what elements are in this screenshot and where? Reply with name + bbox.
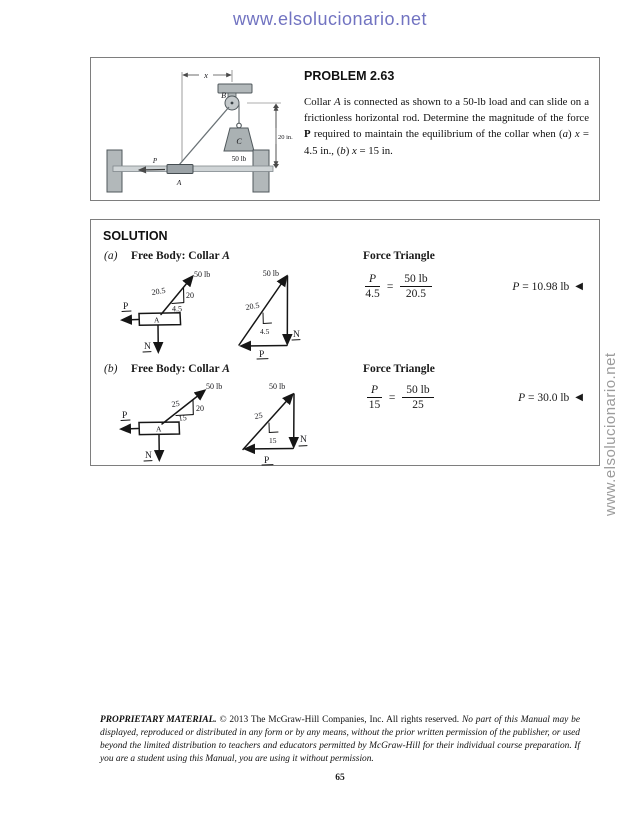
force-p-label: P (152, 157, 158, 165)
p-arrow (123, 320, 138, 321)
problem-statement: Collar A is connected as shown to a 50-lb load and can slide on a frictionless horizontal rod. Determine the magnitude of the force P required to maintain the equilibrium of the collar when (a) x = 4.5 in., (b) x = 15 in. (304, 96, 590, 157)
angle-horiz (269, 432, 278, 433)
part-a-force-triangle-sketch (229, 266, 314, 366)
answer-marker-icon: ◀ (575, 392, 583, 403)
dim-20-arrow-top (273, 104, 279, 109)
page-number: 65 (335, 773, 345, 783)
solution-box (90, 219, 600, 466)
n-label: N (145, 451, 152, 461)
problem-box (90, 57, 600, 201)
p-label: P (123, 302, 129, 312)
hyp-label: 25 (170, 398, 181, 409)
horiz-label: 4.5 (260, 327, 270, 336)
part-a-free-body-sketch (119, 264, 219, 364)
force-label: 50 lb (269, 382, 286, 391)
collar-letter: A (154, 315, 160, 325)
side-watermark: www.elsolucionario.net (602, 352, 619, 516)
collar-letter: A (156, 424, 162, 434)
part-a-index: (a) (104, 250, 118, 262)
weight-ring (237, 123, 242, 128)
pulley-label: B (221, 91, 226, 100)
p-arrow (122, 429, 138, 430)
part-a-answer: P = 10.98 lb ◀ (512, 281, 583, 293)
problem-figure (99, 62, 304, 198)
hyp-label: 25 (253, 410, 264, 421)
copyright-notice: PROPRIETARY MATERIAL. © 2013 The McGraw-Hill Companies, Inc. All rights reserved. No part of this Manual may be displayed, reproduced or distributed in any form or by any means, without the prior written permission of the publisher, or used beyond the limited distribution to teachers and educators permitted by McGraw-Hill for their individual course preparation. If you are a student using this Manual, you are using it without permission. (100, 715, 580, 764)
collar-rect (139, 313, 181, 325)
dim-x-label: x (204, 70, 208, 80)
collar (167, 165, 193, 174)
force-p-arrow (139, 170, 165, 171)
part-a-force-triangle-label: Force Triangle (363, 250, 435, 262)
vert-label: 20 (186, 291, 194, 300)
part-b-force-triangle-sketch (233, 378, 323, 473)
p-label: P (259, 350, 265, 360)
force-label: 50 lb (262, 269, 279, 278)
collar-label: A (176, 178, 182, 187)
cable-collar (179, 107, 229, 165)
vert-label: 20 (196, 404, 204, 413)
solution-heading: SOLUTION (103, 229, 168, 243)
fraction-right: $\frac{50 lb}{20.5}$ (400, 273, 431, 300)
slope-horiz (172, 303, 184, 304)
p-arrow (246, 449, 293, 450)
p-arrow (242, 346, 287, 347)
part-b-answer: P = 30.0 lb ◀ (518, 392, 583, 404)
horiz-label: 15 (178, 412, 188, 423)
horiz-label: 15 (269, 436, 277, 445)
hyp-label: 20.5 (150, 285, 167, 297)
part-b-index: (b) (104, 363, 118, 375)
problem-title: PROBLEM 2.63 (304, 69, 395, 83)
part-b-free-body-label: Free Body: Collar A (131, 363, 230, 375)
part-a-equation (365, 273, 432, 300)
part-a-free-body-label: Free Body: Collar A (131, 250, 230, 262)
horiz-label: 4.5 (172, 304, 182, 314)
pulley-pin (231, 102, 234, 105)
part-b-equation (367, 384, 434, 411)
p-label: P (122, 411, 128, 421)
answer-marker-icon: ◀ (575, 281, 583, 292)
dim-20-arrow-bottom (273, 164, 279, 169)
hyp-label: 20.5 (244, 300, 261, 312)
part-b-free-body-sketch (115, 374, 227, 471)
tension-label: 50 lb (206, 382, 223, 391)
angle-horiz (263, 323, 271, 324)
p-label: P (264, 456, 270, 466)
n-label: N (293, 330, 300, 340)
fraction-left: $\frac{P}{15}$ (368, 384, 381, 411)
part-b-force-triangle-label: Force Triangle (363, 363, 435, 375)
n-label: N (144, 342, 151, 352)
fraction-left: $\frac{P}{4.5}$ (365, 273, 380, 300)
weight-value: 50 lb (231, 155, 247, 163)
equals-sign: = (388, 391, 396, 404)
top-watermark: www.elsolucionario.net (232, 9, 428, 29)
collar-pulley-figure-svg (99, 62, 304, 198)
fraction-right: $\frac{50 lb}{25}$ (402, 384, 433, 411)
hyp-arrow (243, 395, 292, 450)
weight-label: C (236, 137, 242, 146)
dim-20-label: 20 in. (278, 134, 293, 141)
equals-sign: = (386, 280, 394, 293)
n-label: N (300, 435, 307, 445)
tension-label: 50 lb (194, 270, 211, 279)
